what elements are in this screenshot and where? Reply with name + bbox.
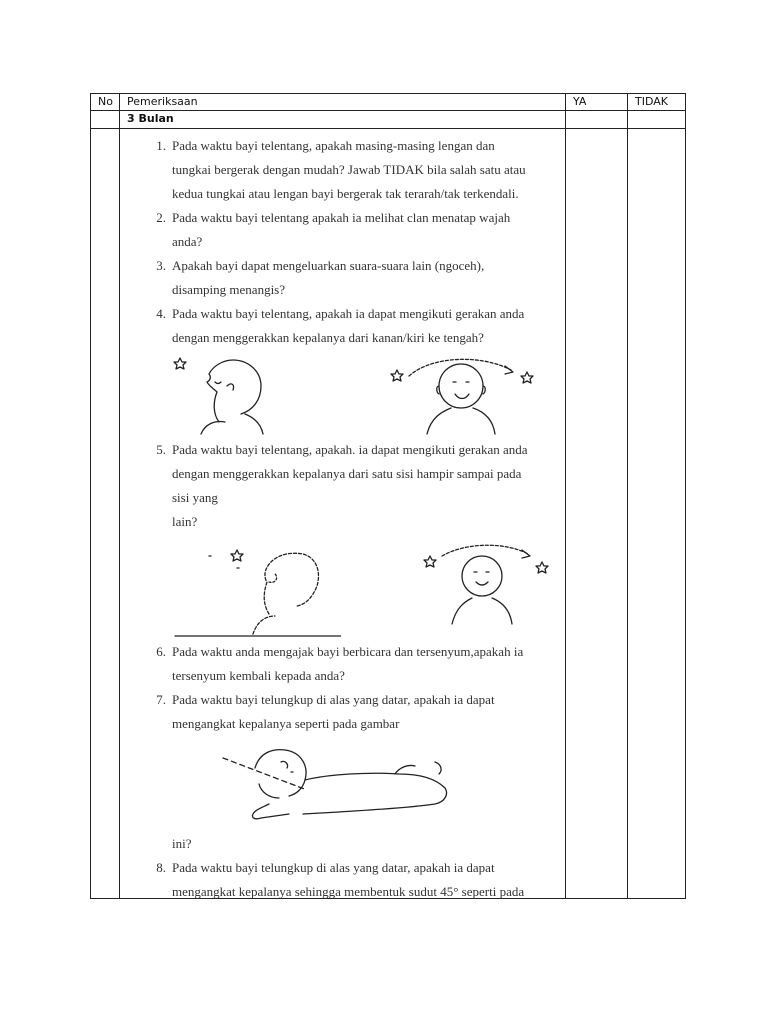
question-item-1: 1. Pada waktu bayi telentang, apakah masing-masing lengan dan tungkai bergerak dengan mudah? Jawab TIDAK bila salah satu atau kedua tungkai atau lengan bayi bergerak tak terarah/tak terkendali. (146, 134, 566, 206)
question-item-7: 7. Pada waktu bayi telungkup di alas yang datar, apakah ia dapat mengangkat kepalanya seperti pada gambar (146, 688, 566, 736)
item-number: 4. (156, 306, 166, 321)
question-item-2: 2. Pada waktu bayi telentang apakah ia melihat clan menatap wajah anda? (146, 206, 566, 254)
item-number: 1. (156, 138, 166, 153)
baby-head-front-wide-arc-illustration (416, 542, 556, 626)
col-divider-no (119, 94, 120, 898)
baby-head-side-star-illustration (171, 352, 281, 436)
baby-prone-lifting-head-illustration (219, 744, 459, 830)
header-no: No (98, 95, 113, 108)
question-item-7-continuation: ini? (172, 836, 192, 851)
assessment-table (90, 93, 686, 899)
baby-head-side-far-star-illustration (171, 542, 341, 642)
header-tidak: TIDAK (635, 95, 668, 108)
header-row-divider (91, 110, 685, 111)
item-number: 6. (156, 644, 166, 659)
section-label: 3 Bulan (127, 112, 174, 125)
col-divider-tidak (627, 94, 628, 898)
item-number: 2. (156, 210, 166, 225)
header-pemeriksaan: Pemeriksaan (127, 95, 198, 108)
question-item-5: 5. Pada waktu bayi telentang, apakah. ia dapat mengikuti gerakan anda dengan menggerakkan kepalanya dari satu sisi hampir sampai pada sisi yang lain? (146, 438, 566, 534)
item-number: 3. (156, 258, 166, 273)
section-row-divider (91, 128, 685, 129)
question-item-4: 4. Pada waktu bayi telentang, apakah ia dapat mengikuti gerakan anda dengan menggerakkan kepalanya dari kanan/kiri ke tengah? (146, 302, 566, 350)
question-item-3: 3. Apakah bayi dapat mengeluarkan suara-suara lain (ngoceh), disamping menangis? (146, 254, 566, 302)
question-item-6: 6. Pada waktu anda mengajak bayi berbicara dan tersenyum,apakah ia tersenyum kembali kepada anda? (146, 640, 566, 688)
baby-head-front-arc-illustration (381, 352, 541, 436)
item-number: 7. (156, 692, 166, 707)
item-number: 5. (156, 442, 166, 457)
header-ya: YA (573, 95, 587, 108)
item-number: 8. (156, 860, 166, 875)
question-item-8: 8. Pada waktu bayi telungkup di alas yang datar, apakah ia dapat mengangkat kepalanya sehingga membentuk sudut 45° seperti pada (146, 856, 566, 904)
